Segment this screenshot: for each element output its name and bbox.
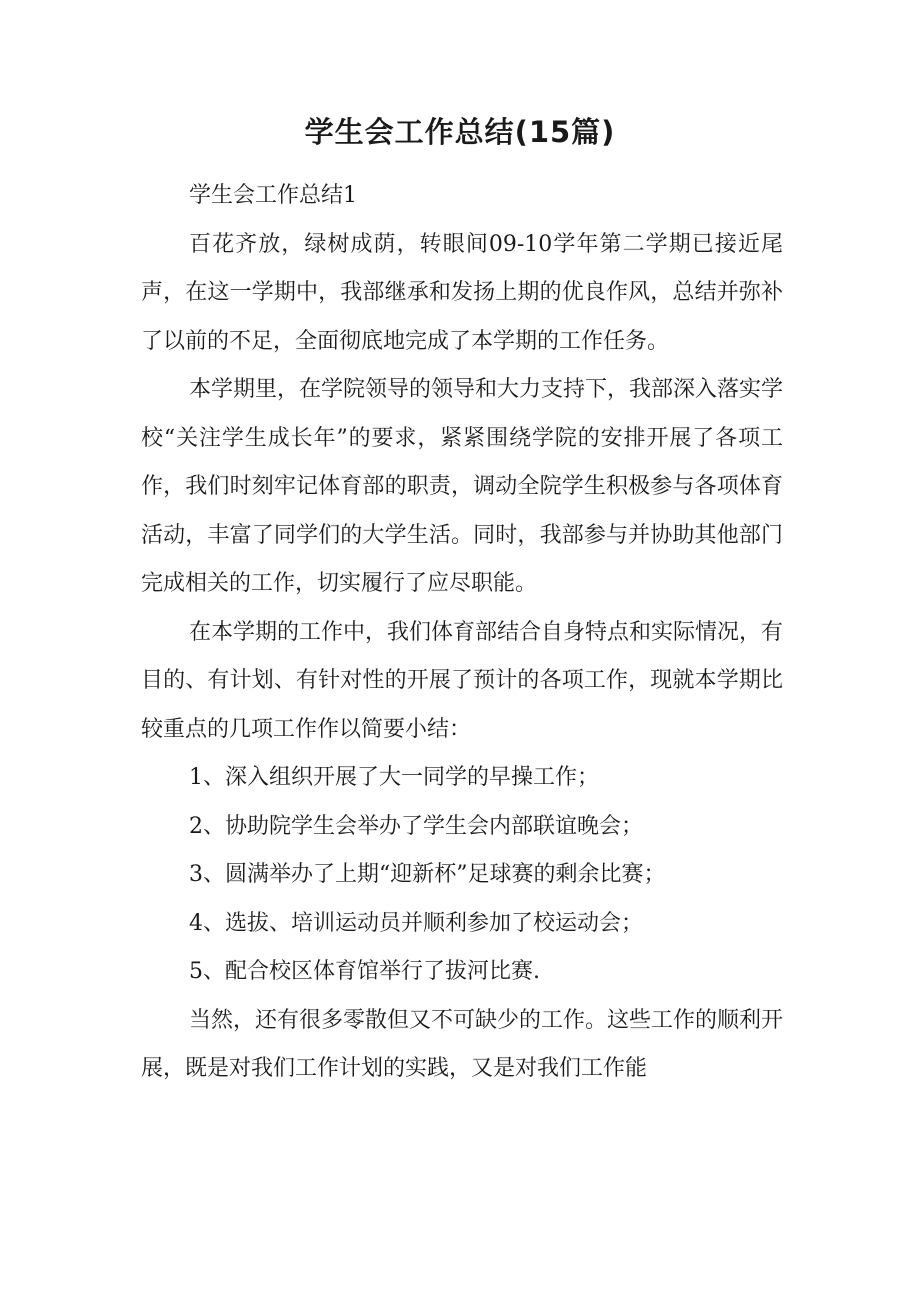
document-body [141, 172, 783, 1094]
list-item-2: 2、协助院学生会举办了学生会内部联谊晚会； [189, 813, 643, 839]
section-heading: 学生会工作总结1 [189, 183, 357, 208]
list-item-5: 5、配合校区体育馆举行了拔河比赛. [189, 959, 540, 984]
paragraph-summary-lead: 在本学期的工作中，我们体育部结合自身特点和实际情况，有目的、有计划、有针对性的开展了预计的各项工作，现就本学期比较重点的几项工作作以简要小结： [141, 619, 784, 742]
document-title: 学生会工作总结(15篇) [304, 115, 616, 149]
list-item-4: 4、选拔、培训运动员并顺利参加了校运动会； [189, 910, 643, 936]
list-item-1: 1、深入组织开展了大一同学的早操工作； [189, 765, 599, 790]
paragraph-closing: 当然，还有很多零散但又不可缺少的工作。这些工作的顺利开展，既是对我们工作计划的实践，又是对我们工作能 [141, 1007, 784, 1081]
paragraph-intro: 百花齐放，绿树成荫，转眼间09-10学年第二学期已接近尾声，在这一学期中，我部继承和发扬上期的优良作风，总结并弥补了以前的不足，全面彻底地完成了本学期的工作任务。 [141, 231, 783, 354]
list-item-3: 3、圆满举办了上期“迎新杯”足球赛的剩余比赛； [189, 862, 666, 887]
paragraph-semester: 本学期里，在学院领导的领导和大力支持下，我部深入落实学校“关注学生成长年”的要求，紧紧围绕学院的安排开展了各项工作，我们时刻牢记体育部的职责，调动全院学生积极参与各项体育活动，丰富了同学们的大学生活。同时，我部参与并协助其他部门完成相关的工作，切实履行了应尽职能。 [141, 377, 784, 596]
